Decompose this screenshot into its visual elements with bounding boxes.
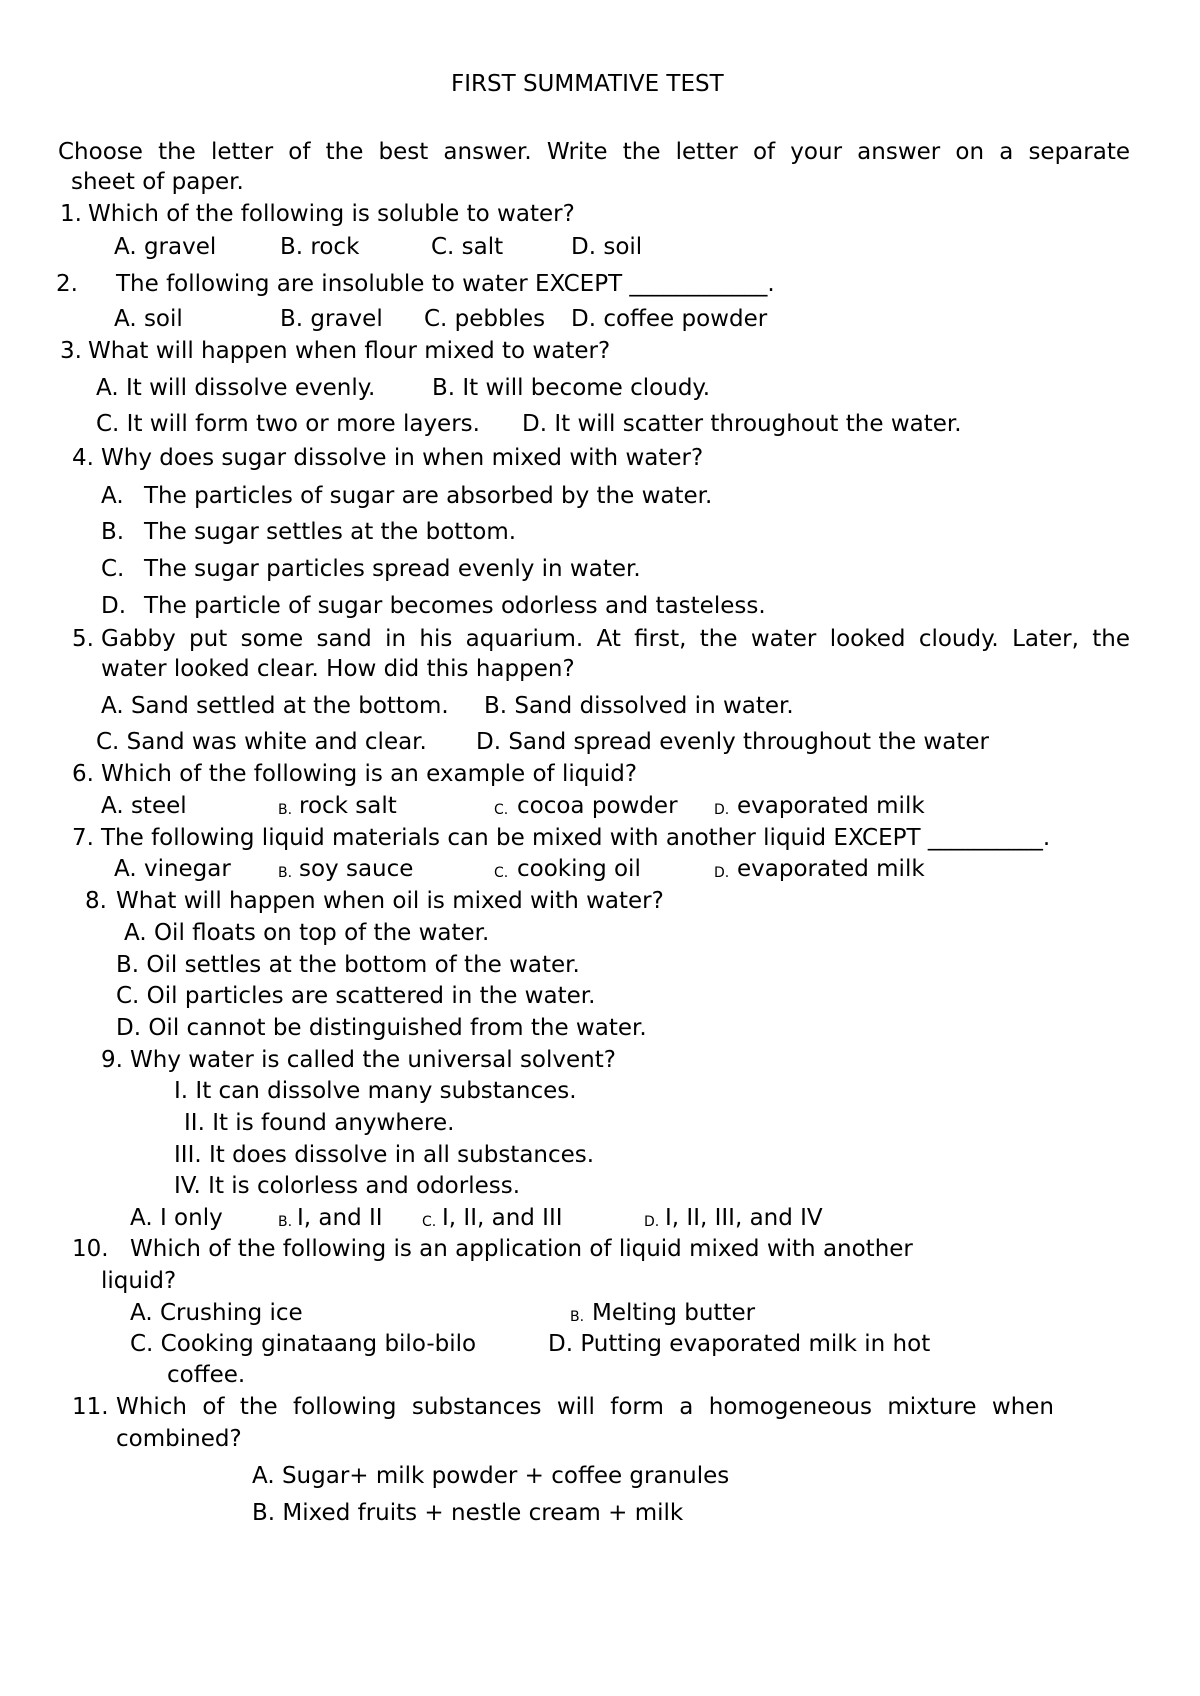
question-text-line-2: liquid?	[101, 1268, 177, 1294]
choice-a: A. Oil floats on top of the water.	[124, 920, 490, 946]
choice-c-letter: C.	[494, 865, 509, 881]
choice-d-letter: D.	[644, 1214, 660, 1230]
question-number: 10.	[72, 1236, 109, 1262]
question-text-line-1: Gabby put some sand in his aquarium. At first, the water looked cloudy. Later, the	[101, 626, 1130, 652]
choice-d: D. Oil cannot be distinguished from the water.	[116, 1015, 647, 1041]
question-number: 1.	[60, 201, 82, 227]
statement-2: II. It is found anywhere.	[184, 1110, 455, 1136]
choice-b: B. rock	[280, 234, 360, 260]
choice-a: A. Sugar+ milk powder + coffee granules	[252, 1463, 730, 1489]
choice-c: cocoa powder	[517, 793, 678, 819]
choice-c: C. Cooking ginataang bilo-bilo	[130, 1331, 477, 1357]
choice-b-letter: B.	[278, 802, 293, 818]
question-text: What will happen when oil is mixed with water?	[116, 888, 664, 914]
choice-c: The sugar particles spread evenly in water.	[144, 556, 641, 582]
choice-a: A. It will dissolve evenly.	[96, 375, 376, 401]
choice-c-letter: C.	[422, 1214, 437, 1230]
choice-c-letter: C.	[101, 556, 125, 582]
question-number: 8.	[85, 888, 107, 914]
choice-b: rock salt	[299, 793, 397, 819]
question-text: Why does sugar dissolve in when mixed with water?	[101, 445, 704, 471]
question-number: 11.	[72, 1394, 109, 1420]
choice-d: I, II, III, and IV	[665, 1205, 823, 1231]
choice-d-letter: D.	[714, 865, 730, 881]
statement-1: I. It can dissolve many substances.	[174, 1078, 577, 1104]
choice-d: evaporated milk	[737, 793, 925, 819]
question-number: 9.	[101, 1047, 123, 1073]
choice-b-letter: B.	[101, 519, 125, 545]
choice-c: C. It will form two or more layers.	[96, 411, 480, 437]
choice-b-letter: B.	[278, 865, 293, 881]
choice-b-letter: B.	[570, 1309, 585, 1325]
choice-a-letter: A.	[101, 483, 124, 509]
choice-c: C. pebbles	[424, 306, 546, 332]
choice-d: D. coffee powder	[571, 306, 768, 332]
choice-a: A. gravel	[114, 234, 217, 260]
page-title: FIRST SUMMATIVE TEST	[451, 71, 724, 97]
choice-d: D. Sand spread evenly throughout the water	[476, 729, 989, 755]
choice-c: C. Oil particles are scattered in the water.	[116, 983, 596, 1009]
question-text-line-1: Which of the following is an application of liquid mixed with another	[130, 1236, 913, 1262]
choice-b: Melting butter	[592, 1300, 756, 1326]
question-text: The following liquid materials can be mixed with another liquid EXCEPT __________.	[101, 825, 1051, 851]
instructions-line-2: sheet of paper.	[71, 169, 244, 195]
choice-c: I, II, and III	[442, 1205, 563, 1231]
choice-a: A. soil	[114, 306, 183, 332]
question-text: Which of the following is an example of liquid?	[101, 761, 638, 787]
question-text: The following are insoluble to water EXCEPT ____________.	[116, 271, 775, 297]
question-number: 4.	[72, 445, 94, 471]
question-text-line-2: water looked clear. How did this happen?	[101, 656, 575, 682]
choice-a: A. steel	[101, 793, 187, 819]
choice-b: B. gravel	[280, 306, 383, 332]
choice-d: The particle of sugar becomes odorless and tasteless.	[144, 593, 766, 619]
choice-d: D. soil	[571, 234, 643, 260]
choice-b: B. It will become cloudy.	[432, 375, 711, 401]
choice-c: C. salt	[431, 234, 504, 260]
choice-c-letter: C.	[494, 802, 509, 818]
choice-a: A. I only	[130, 1205, 223, 1231]
choice-b: soy sauce	[299, 856, 414, 882]
choice-c: C. Sand was white and clear.	[96, 729, 427, 755]
choice-a: The particles of sugar are absorbed by the water.	[144, 483, 713, 509]
choice-a: A. vinegar	[114, 856, 231, 882]
question-text-line-2: combined?	[116, 1426, 242, 1452]
choice-d-continued: coffee.	[167, 1362, 246, 1388]
choice-d-letter: D.	[714, 802, 730, 818]
choice-d: D. Putting evaporated milk in hot	[548, 1331, 931, 1357]
question-number: 3.	[60, 338, 82, 364]
choice-b-letter: B.	[278, 1214, 293, 1230]
question-text: Which of the following is soluble to water?	[88, 201, 575, 227]
question-number: 7.	[72, 825, 94, 851]
instructions-line-1: Choose the letter of the best answer. Write the letter of your answer on a separate	[58, 139, 1130, 165]
question-number: 5.	[72, 626, 94, 652]
choice-b: The sugar settles at the bottom.	[144, 519, 517, 545]
choice-d: D. It will scatter throughout the water.	[522, 411, 962, 437]
choice-c: cooking oil	[517, 856, 641, 882]
question-number: 2.	[56, 271, 78, 297]
question-number: 6.	[72, 761, 94, 787]
choice-d: evaporated milk	[737, 856, 925, 882]
question-text: Why water is called the universal solvent?	[130, 1047, 616, 1073]
question-text: What will happen when flour mixed to water?	[88, 338, 611, 364]
choice-b: B. Oil settles at the bottom of the water.	[116, 952, 580, 978]
statement-3: III. It does dissolve in all substances.	[174, 1142, 595, 1168]
choice-a: A. Crushing ice	[130, 1300, 303, 1326]
statement-4: IV. It is colorless and odorless.	[174, 1173, 521, 1199]
choice-b: B. Sand dissolved in water.	[484, 693, 794, 719]
choice-b: B. Mixed fruits + nestle cream + milk	[252, 1500, 684, 1526]
question-text-line-1: Which of the following substances will form a homogeneous mixture when	[116, 1394, 1054, 1420]
choice-d-letter: D.	[101, 593, 127, 619]
choice-b: I, and II	[297, 1205, 383, 1231]
choice-a: A. Sand settled at the bottom.	[101, 693, 449, 719]
